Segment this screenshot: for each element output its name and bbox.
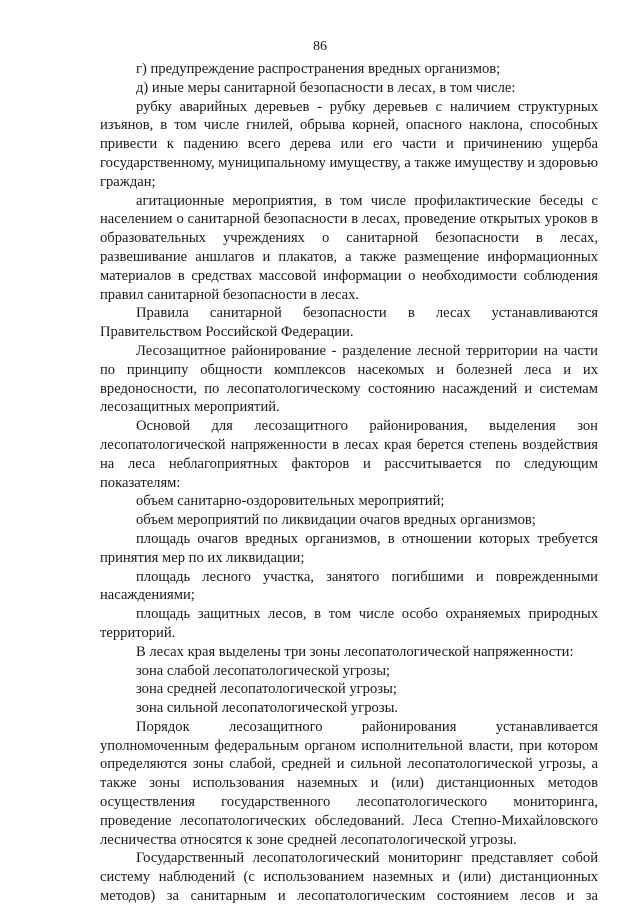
paragraph: объем мероприятий по ликвидации очагов вредных организмов; bbox=[136, 512, 536, 529]
document-body bbox=[100, 60, 598, 906]
page-number: 86 bbox=[313, 39, 327, 54]
paragraph: д) иные меры санитарной безопасности в лесах, в том числе: bbox=[136, 79, 516, 96]
paragraph: объем санитарно-оздоровительных мероприятий; bbox=[136, 493, 445, 510]
paragraph: Лесозащитное районирование - разделение лесной территории на части по принципу общности комплексов насекомых и болезней леса и их вредоносности, по лесопатологическому состоянию насаждений и системам лесозащитных мероприятий. bbox=[100, 342, 598, 416]
paragraph: Правила санитарной безопасности в лесах устанавливаются Правительством Российской Федерации. bbox=[100, 305, 598, 341]
paragraph: зона сильной лесопатологической угрозы. bbox=[136, 700, 399, 717]
paragraph: площадь очагов вредных организмов, в отношении которых требуется принятия мер по их ликвидации; bbox=[100, 530, 598, 566]
paragraph: В лесах края выделены три зоны лесопатологической напряженности: bbox=[136, 643, 574, 660]
paragraph: Государственный лесопатологический мониторинг представляет собой систему наблюдений (с использованием наземных и (или) дистанционных методов) за санитарным и лесопатологическим состоянием лесов и за bbox=[100, 850, 598, 905]
paragraph: г) предупреждение распространения вредных организмов; bbox=[136, 61, 501, 77]
paragraph: Порядок лесозащитного районирования устанавливается уполномоченным федеральным органом исполнительной власти, при котором определяются зоны слабой, средней и сильной лесопатологической угрозы, а также зоны использования наземных и (или) дистанционных методов осуществления государственного лесопатологического мониторинга, проведение лесопатологических обследований. Леса Степно-Михайловского лесничества относятся к зоне средней лесопатологической угрозы. bbox=[100, 718, 598, 848]
paragraph: зона слабой лесопатологической угрозы; bbox=[136, 662, 391, 679]
paragraph: площадь лесного участка, занятого погибшими и поврежденными насаждениями; bbox=[100, 568, 598, 604]
paragraph: агитационные мероприятия, в том числе профилактические беседы с населением о санитарной безопасности в лесах, проведение открытых уроков в образовательных учреждениях о санитарной безопасности в лесах, развешивание аншлагов и плакатов, а также размещение информационных материалов в средствах массовой информации о необходимости соблюдения правил санитарной безопасности в лесах. bbox=[100, 192, 598, 303]
paragraph: рубку аварийных деревьев - рубку деревьев с наличием структурных изъянов, в том числе гнилей, обрыва корней, опасного наклона, способных привести к падению всего дерева или его части и причинению ущерба государственному, муниципальному имуществу, а также имуществу и здоровью граждан; bbox=[100, 98, 598, 190]
paragraph: Основой для лесозащитного районирования, выделения зон лесопатологической напряженности в лесах края берется степень воздействия на леса неблагоприятных факторов и рассчитывается по следующим показателям: bbox=[100, 418, 598, 491]
paragraph: площадь защитных лесов, в том числе особо охраняемых природных территорий. bbox=[100, 606, 598, 641]
paragraph: зона средней лесопатологической угрозы; bbox=[136, 681, 397, 698]
